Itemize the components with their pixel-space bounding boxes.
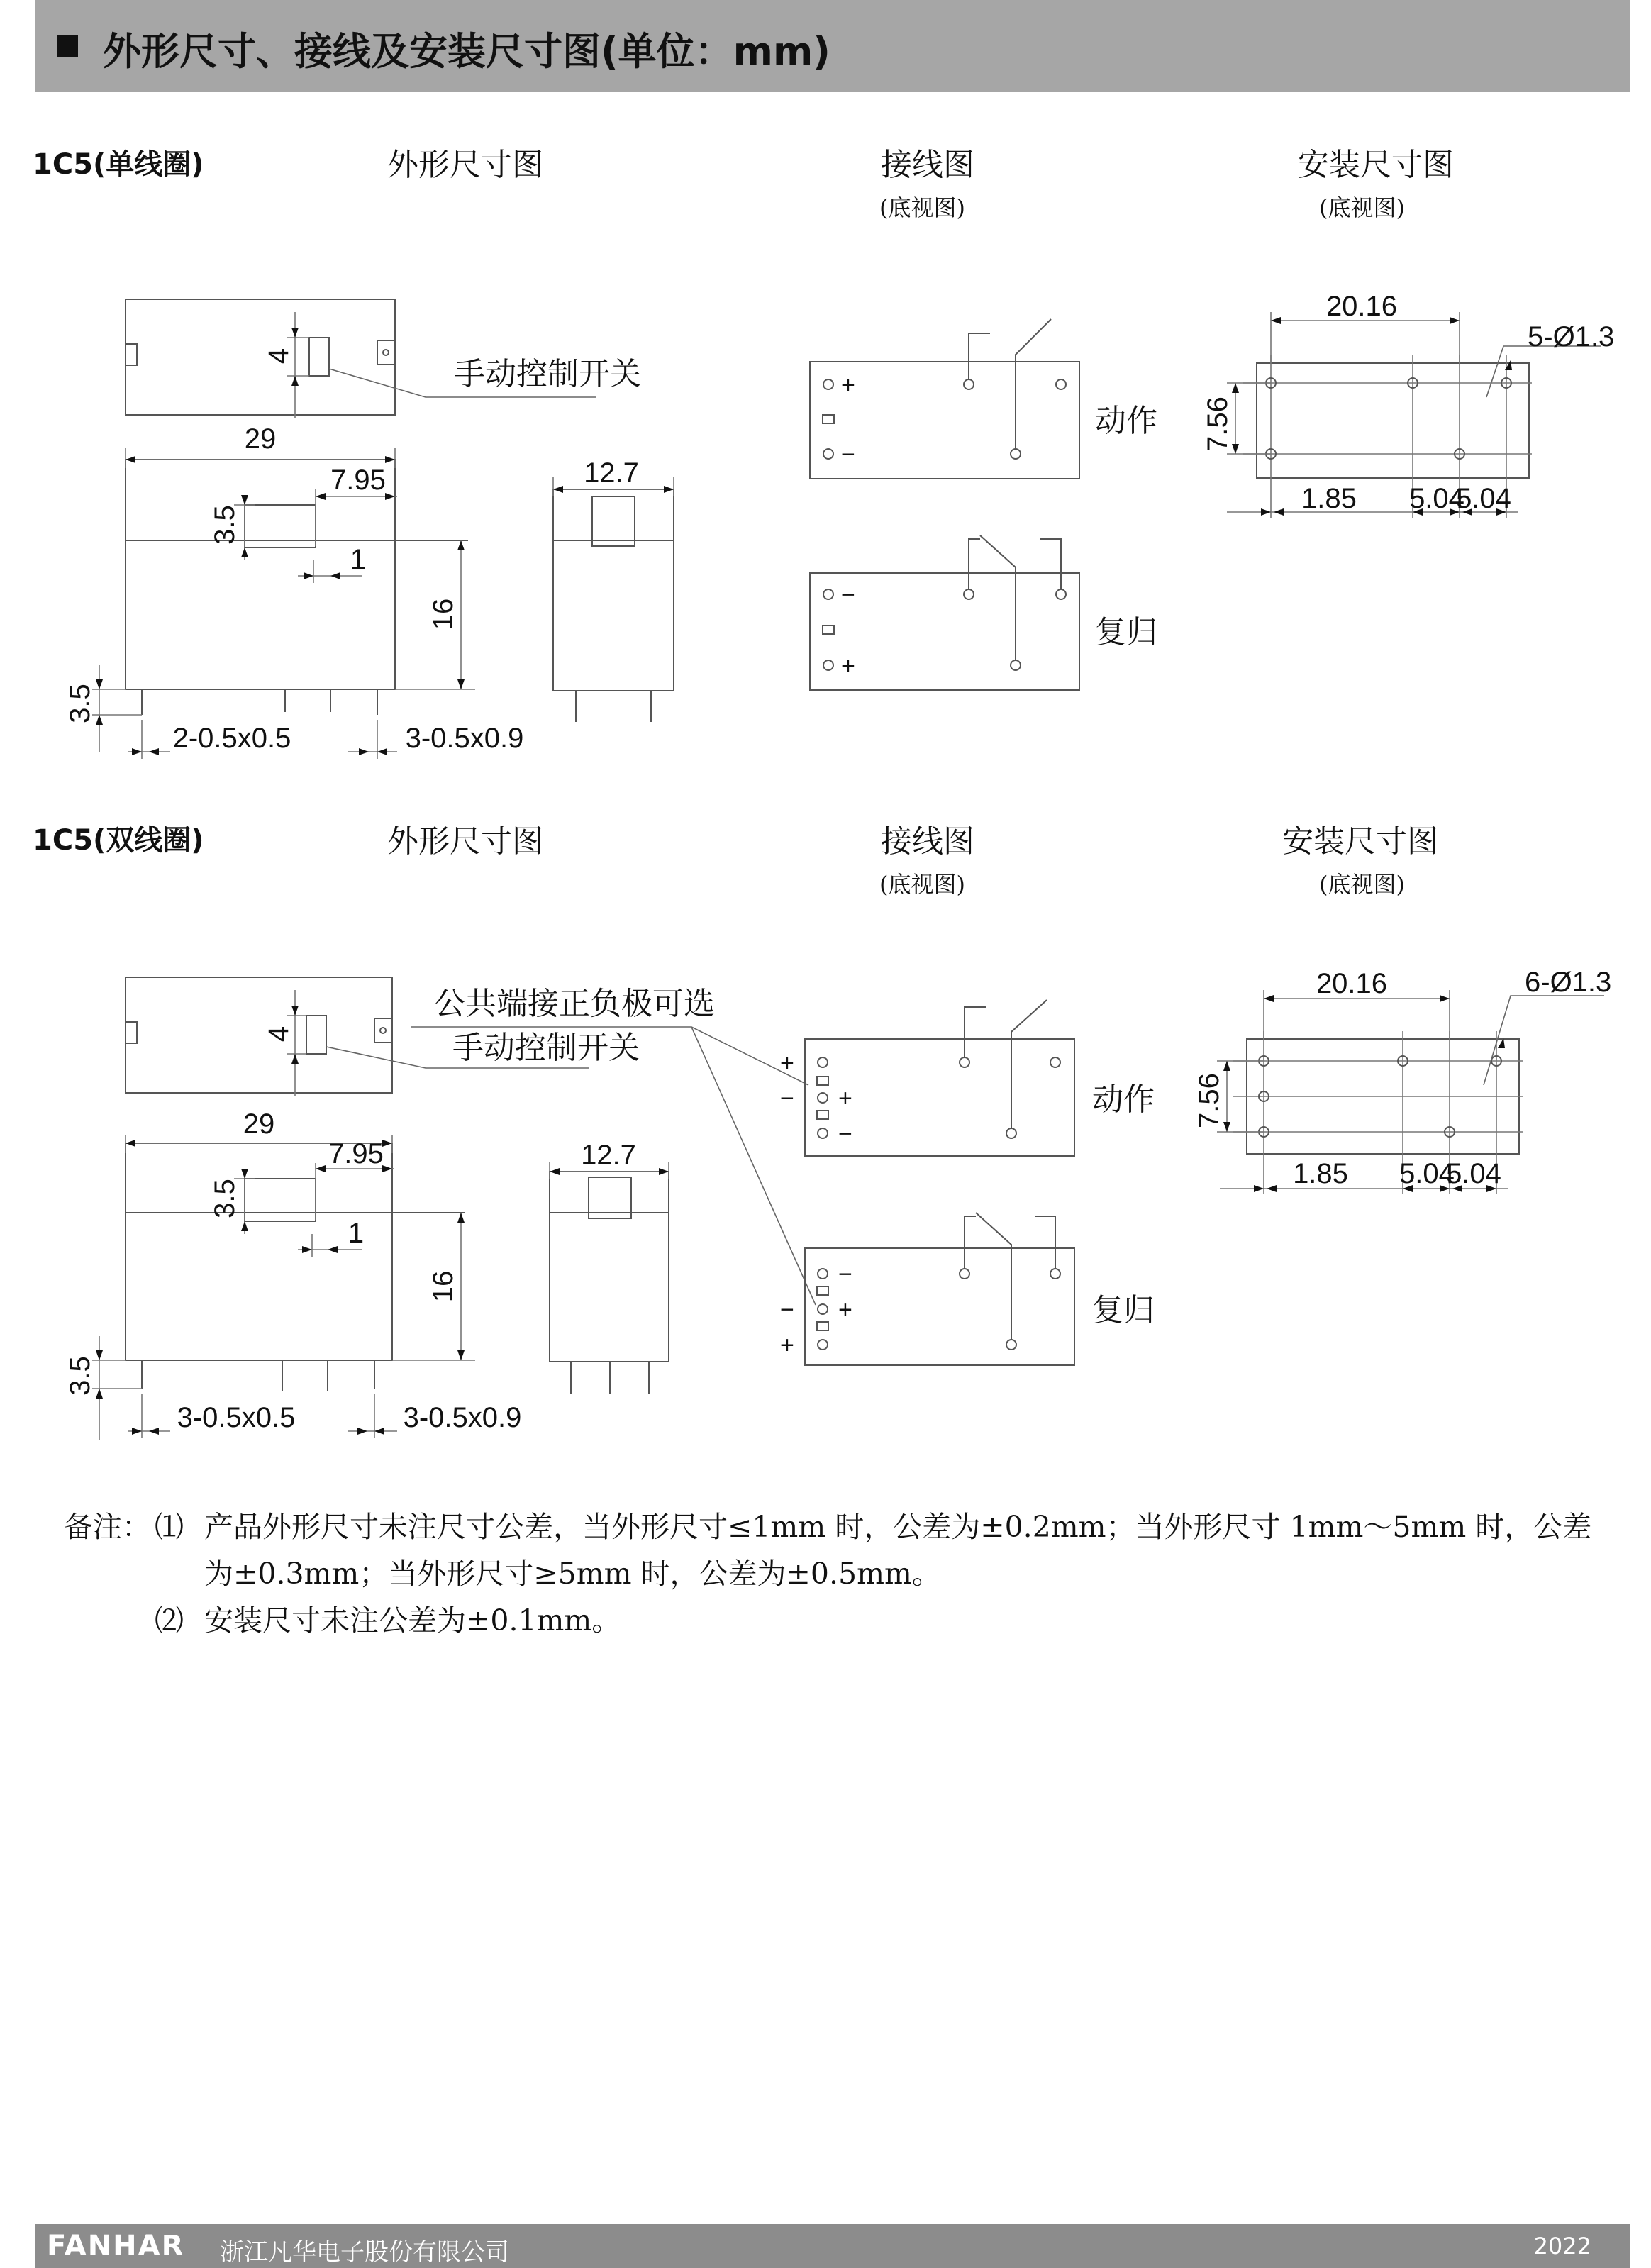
mount-dim-height: 7.56 bbox=[1194, 1073, 1225, 1128]
dim-16: 16 bbox=[428, 598, 459, 630]
dim-29: 29 bbox=[243, 1108, 275, 1140]
brand-logo: FANHAR bbox=[47, 2230, 185, 2262]
svg-text:−: − bbox=[838, 1121, 852, 1147]
dim-16: 16 bbox=[428, 1270, 459, 1303]
dim-12-7: 12.7 bbox=[581, 1140, 636, 1171]
svg-text:+: + bbox=[780, 1332, 794, 1359]
mount-title: 安装尺寸图 bbox=[1282, 823, 1438, 860]
dim-3-5-pin: 3.5 bbox=[65, 1356, 96, 1396]
svg-text:+: + bbox=[838, 1296, 852, 1323]
footer-bar bbox=[35, 2224, 1630, 2268]
pin-spec-b: 3-0.5x0.9 bbox=[405, 723, 524, 754]
wiring-title: 接线图 bbox=[881, 823, 974, 860]
svg-text:−: − bbox=[841, 582, 855, 608]
dim-4: 4 bbox=[263, 348, 294, 365]
note-2-marker: ⑵ bbox=[155, 1603, 184, 1638]
note-1-line-2: 为±0.3mm；当外形尺寸≥5mm 时，公差为±0.5mm。 bbox=[204, 1557, 941, 1591]
svg-text:+: + bbox=[780, 1050, 794, 1077]
outline-drawing bbox=[65, 977, 816, 1440]
mount-subtitle: (底视图) bbox=[1319, 194, 1405, 221]
svg-text:−: − bbox=[780, 1085, 794, 1112]
page-title: 外形尺寸、接线及安装尺寸图(单位：mm) bbox=[103, 29, 830, 74]
dim-12-7: 12.7 bbox=[584, 457, 639, 489]
dim-3-5-pin: 3.5 bbox=[65, 684, 96, 723]
mount-dim-width: 20.16 bbox=[1325, 291, 1398, 322]
svg-text:−: − bbox=[841, 441, 855, 468]
wiring-diagram bbox=[780, 1000, 1155, 1365]
mount-dim-pitch-2: 5.04 bbox=[1446, 1158, 1501, 1189]
svg-text:−: − bbox=[780, 1296, 794, 1323]
note-1-line-1: 产品外形尺寸未注尺寸公差，当外形尺寸≤1mm 时，公差为±0.2mm；当外形尺寸 1mm～5mm 时，公差 bbox=[204, 1510, 1592, 1544]
dim-7-95: 7.95 bbox=[330, 465, 386, 496]
outline-title: 外形尺寸图 bbox=[387, 147, 543, 183]
note-2-text: 安装尺寸未注公差为±0.1mm。 bbox=[204, 1603, 621, 1638]
outline-title: 外形尺寸图 bbox=[387, 823, 543, 860]
svg-text:−: − bbox=[838, 1261, 852, 1288]
svg-text:+: + bbox=[841, 372, 855, 399]
mount-dim-pitch-1: 5.04 bbox=[1399, 1158, 1455, 1189]
svg-text:+: + bbox=[838, 1085, 852, 1112]
mount-dim-offset: 1.85 bbox=[1301, 483, 1357, 514]
mount-hole-spec: 6-Ø1.3 bbox=[1525, 967, 1612, 998]
switch-label: 手动控制开关 bbox=[452, 1030, 640, 1066]
wiring-subtitle: (底视图) bbox=[879, 871, 965, 898]
notes-prefix: 备注： bbox=[64, 1510, 151, 1544]
mount-dim-pitch-2: 5.04 bbox=[1456, 483, 1511, 514]
dim-7-95: 7.95 bbox=[328, 1138, 384, 1169]
section-label-double-coil: 1C5(双线圈) bbox=[33, 824, 204, 857]
dim-29: 29 bbox=[244, 423, 277, 455]
dim-3-5-top: 3.5 bbox=[209, 1179, 240, 1218]
mount-dim-pitch-1: 5.04 bbox=[1409, 483, 1464, 514]
dim-1: 1 bbox=[350, 544, 367, 575]
company-name: 浙江凡华电子股份有限公司 bbox=[220, 2238, 509, 2267]
switch-label: 手动控制开关 bbox=[454, 356, 641, 392]
wiring-reset-label: 复归 bbox=[1095, 614, 1157, 650]
dim-3-5-top: 3.5 bbox=[209, 505, 240, 545]
wiring-set-label: 动作 bbox=[1092, 1082, 1155, 1118]
dim-1: 1 bbox=[348, 1218, 365, 1249]
mount-title: 安装尺寸图 bbox=[1298, 147, 1454, 183]
common-terminal-label: 公共端接正负极可选 bbox=[434, 986, 715, 1022]
mount-dim-height: 7.56 bbox=[1202, 396, 1233, 452]
wiring-subtitle: (底视图) bbox=[879, 194, 965, 221]
dim-4: 4 bbox=[263, 1025, 294, 1043]
pin-spec-a: 3-0.5x0.5 bbox=[177, 1402, 296, 1433]
footer-year: 2022 bbox=[1533, 2233, 1591, 2259]
mount-dim-width: 20.16 bbox=[1316, 968, 1388, 999]
mount-dim-offset: 1.85 bbox=[1293, 1158, 1348, 1189]
mount-hole-spec: 5-Ø1.3 bbox=[1528, 321, 1615, 352]
wiring-reset-label: 复归 bbox=[1092, 1292, 1155, 1328]
note-1-marker: ⑴ bbox=[155, 1510, 184, 1544]
section-label-single-coil: 1C5(单线圈) bbox=[33, 148, 204, 181]
pin-spec-a: 2-0.5x0.5 bbox=[172, 723, 291, 754]
pin-spec-b: 3-0.5x0.9 bbox=[403, 1402, 522, 1433]
mount-subtitle: (底视图) bbox=[1319, 871, 1405, 898]
svg-text:+: + bbox=[841, 652, 855, 679]
wiring-title: 接线图 bbox=[881, 147, 974, 183]
notes bbox=[64, 1503, 1645, 1644]
wiring-set-label: 动作 bbox=[1095, 403, 1157, 439]
mount-diagram bbox=[1194, 967, 1611, 1194]
